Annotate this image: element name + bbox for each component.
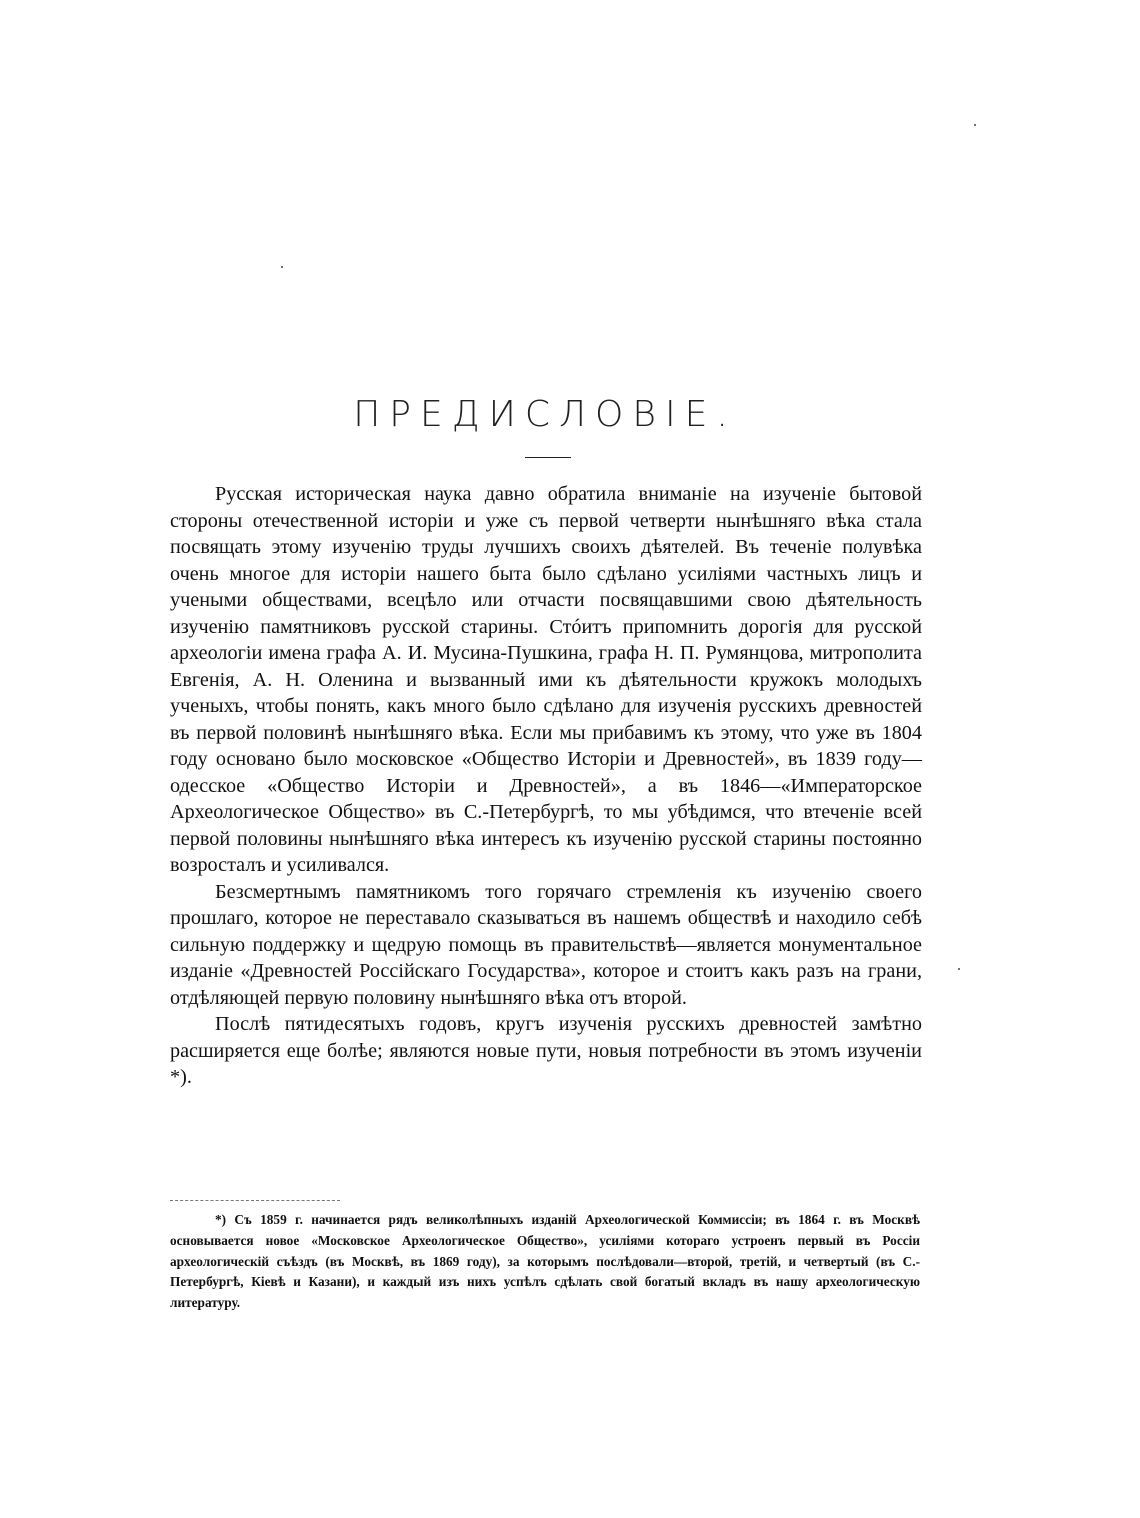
- paragraph: Русская историческая наука давно обратила вниманіе на изученіе бытовой стороны отечественной исторіи и уже съ первой четверти нынѣшняго вѣка стала посвящать этому изученію труды лучшихъ своихъ дѣятелей. Въ теченіе полувѣка очень многое для исторіи нашего быта было сдѣлано усиліями частныхъ лицъ и учеными обществами, всецѣло или отчасти посвящавшими свою дѣятельность изученію памятниковъ русской старины. Стóитъ припомнить дорогія для русской археологіи имена графа А. И. Мусина-Пушкина, графа Н. П. Румянцова, митрополита Евгенія, А. Н. Оленина и вызванный ими къ дѣятельности кружокъ молодыхъ ученыхъ, чтобы понять, какъ много было сдѣлано для изученія русскихъ древностей въ первой половинѣ нынѣшняго вѣка. Если мы прибавимъ къ этому, что уже въ 1804 году основано было московское «Общество Исторіи и Древностей», въ 1839 году—одесское «Общество Исторіи и Древностей», а въ 1846—«Императорское Археологическое Общество» въ С.-Петербургѣ, то мы убѣдимся, что втеченіе всей первой половины нынѣшняго вѣка интересъ къ изученію русской старины постоянно возросталъ и усиливался.: [170, 483, 922, 876]
- footnote: [170, 1210, 920, 1314]
- footnote-text: *) Съ 1859 г. начинается рядъ великолѣпныхъ изданій Археологической Коммиссіи; въ 1864 г. въ Москвѣ основывается новое «Московское Археологическое Общество», усиліями котораго устроенъ первый въ Россіи археологическій съѣздъ (въ Москвѣ, въ 1869 году), за которымъ послѣдовали—второй, третій, и четвертый (въ С.-Петербургѣ, Кіевѣ и Казани), и каждый изъ нихъ успѣлъ сдѣлать свой богатый вкладъ въ нашу археологическую литературу.: [170, 1212, 920, 1311]
- page-title: ПРЕДИСЛОВІЕ.: [353, 394, 737, 435]
- scan-speck: [958, 968, 960, 970]
- footnote-separator: [170, 1200, 340, 1201]
- scan-speck: [974, 124, 976, 126]
- body-text: [170, 481, 922, 1091]
- scan-speck: [281, 266, 283, 268]
- paragraph: Послѣ пятидесятыхъ годовъ, кругъ изученія русскихъ древностей замѣтно расширяется еще болѣе; являются новые пути, новыя потребности въ этомъ изученіи *).: [170, 1013, 922, 1088]
- title-divider: [525, 457, 571, 458]
- paragraph: Безсмертнымъ памятникомъ того горячаго стремленія къ изученію своего прошлаго, которое не переставало сказываться въ нашемъ обществѣ и находило себѣ сильную поддержку и щедрую помощь въ правительствѣ—является монументальное изданіе «Древностей Россійскаго Государства», которое и стоитъ какъ разъ на грани, отдѣляющей первую половину нынѣшняго вѣка отъ второй.: [170, 880, 922, 1009]
